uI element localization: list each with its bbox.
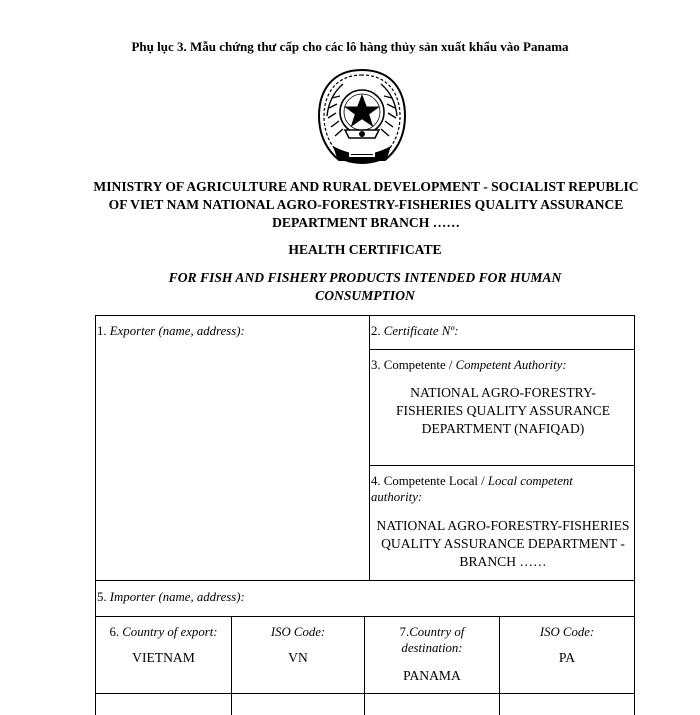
country-export-label: 6. Country of export: [109,625,218,639]
competent-authority-label: 3. Competente / Competent Authority: [371,358,567,372]
table-divider [95,616,635,617]
annex-title: Phụ lục 3. Mẫu chứng thư cấp cho các lô hàng thủy sản xuất khẩu vào Panama [131,39,569,54]
iso-destination-value: PA [558,650,576,665]
country-export-value: VIETNAM [132,650,195,665]
exporter-field[interactable] [97,323,245,339]
field-number: 2. [371,324,384,338]
table-divider [369,465,635,466]
table-divider [95,693,635,694]
field-number: 5. [97,590,110,604]
certificate-title: HEALTH CERTIFICATE [288,242,442,257]
national-emblem-icon [313,66,411,170]
field-number: 1. [97,324,110,338]
table-divider [369,315,370,580]
iso-export-value: VN [288,650,308,665]
table-border [634,315,635,715]
exporter-label: Exporter (name, address): [109,324,245,338]
local-authority-label: 4. Competente Local / Local competent authority: [371,474,573,504]
table-divider [369,349,635,350]
iso-export-label: ISO Code: [270,625,326,639]
local-authority-value: NATIONAL AGRO-FORESTRY-FISHERIES QUALITY ASSURANCE DEPARTMENT - BRANCH …… [376,518,630,569]
importer-label: Importer (name, address): [109,590,245,604]
certificate-number-label: Certificate Nº: [383,324,459,338]
table-divider [95,580,635,581]
competent-authority-value: NATIONAL AGRO-FORESTRY-FISHERIES QUALITY ASSURANCE DEPARTMENT (NAFIQAD) [396,385,610,436]
country-destination-value: PANAMA [403,668,461,683]
country-destination-label: 7.Country of destination: [399,625,465,655]
importer-field[interactable] [97,589,245,605]
iso-destination-label: ISO Code: [539,625,595,639]
certificate-subtitle: FOR FISH AND FISHERY PRODUCTS INTENDED FOR HUMAN CONSUMPTION [168,270,562,303]
ministry-name: MINISTRY OF AGRICULTURE AND RURAL DEVELOPMENT - SOCIALIST REPUBLIC OF VIET NAM NATIONAL AGRO-FORESTRY-FISHERIES QUALITY ASSURANCE DEPARTMENT BRANCH …… [93,179,639,230]
table-divider [364,616,365,715]
certificate-form-table [95,315,635,715]
certificate-number-field[interactable] [371,323,459,339]
table-border [95,315,635,316]
